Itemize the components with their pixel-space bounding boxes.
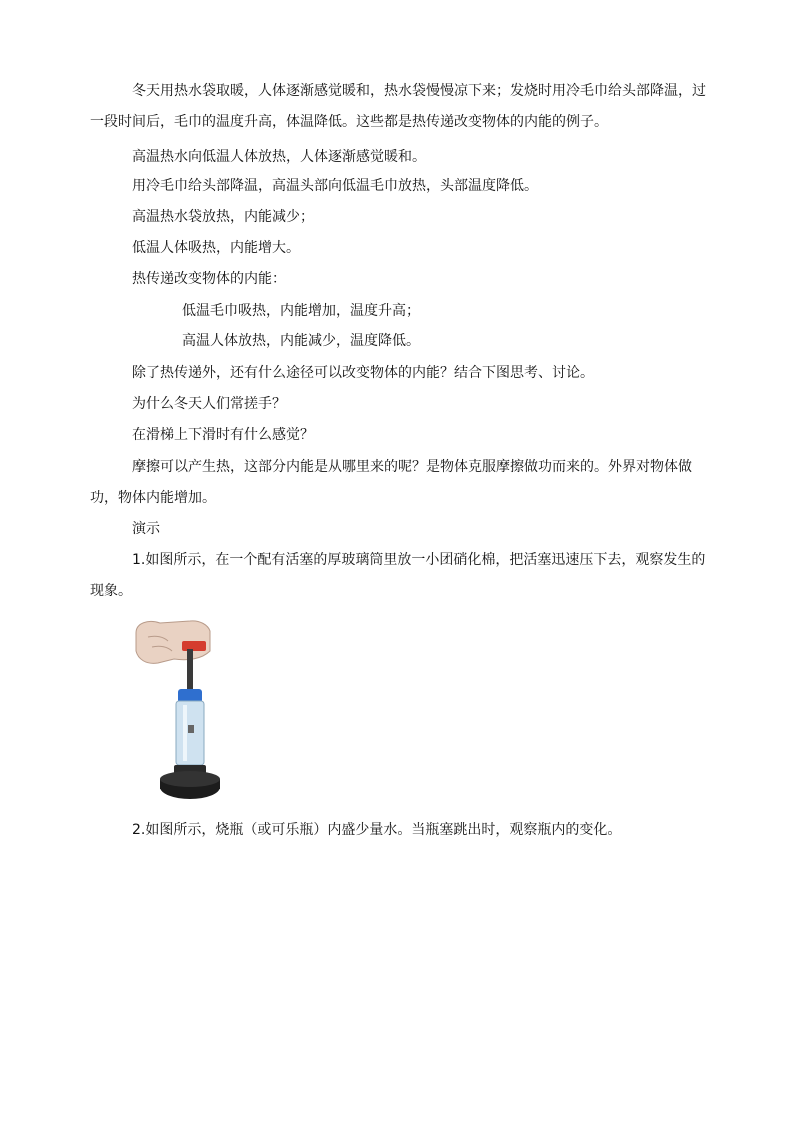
paragraph-hot-water-bag-heat: 高温热水向低温人体放热，人体逐渐感觉暖和。 bbox=[132, 149, 426, 165]
piston-apparatus-figure bbox=[128, 613, 220, 809]
paragraph-other-ways-question: 除了热传递外，还有什么途径可以改变物体的内能？结合下图思考、讨论。 bbox=[132, 365, 594, 381]
paragraph-bag-releases-heat: 高温热水袋放热，内能减少； bbox=[132, 209, 314, 225]
paragraph-towel-absorbs: 低温毛巾吸热，内能增加，温度升高； bbox=[182, 303, 420, 319]
paragraph-slide-question: 在滑梯上下滑时有什么感觉？ bbox=[132, 427, 314, 443]
demonstration-step-2: 2.如图所示，烧瓶（或可乐瓶）内盛少量水。当瓶塞跳出时，观察瓶内的变化。 bbox=[132, 822, 622, 838]
paragraph-heat-transfer-examples: 冬天用热水袋取暖，人体逐渐感觉暖和，热水袋慢慢凉下来；发烧时用冷毛巾给头部降温，过一段时间后，毛巾的温度升高，体温降低。这些都是热传递改变物体的内能的例子。 bbox=[90, 83, 706, 130]
paragraph-friction-work: 摩擦可以产生热，这部分内能是从哪里来的呢？是物体克服摩擦做功而来的。外界对物体做功，物体内能增加。 bbox=[90, 459, 692, 506]
paragraph-rub-hands-question: 为什么冬天人们常搓手？ bbox=[132, 396, 286, 412]
paragraph-heat-transfer-heading: 热传递改变物体的内能： bbox=[132, 271, 286, 287]
paragraph-body-releases: 高温人体放热，内能减少，温度降低。 bbox=[182, 333, 420, 349]
paragraph-body-absorbs-heat: 低温人体吸热，内能增大。 bbox=[132, 240, 300, 256]
piston-compression-apparatus-icon bbox=[128, 613, 220, 809]
paragraph-cold-towel: 用冷毛巾给头部降温，高温头部向低温毛巾放热，头部温度降低。 bbox=[132, 178, 538, 194]
demonstration-step-1: 1.如图所示，在一个配有活塞的厚玻璃筒里放一小团硝化棉，把活塞迅速压下去，观察发生的现象。 bbox=[90, 552, 706, 599]
demonstration-heading: 演示 bbox=[132, 521, 160, 537]
